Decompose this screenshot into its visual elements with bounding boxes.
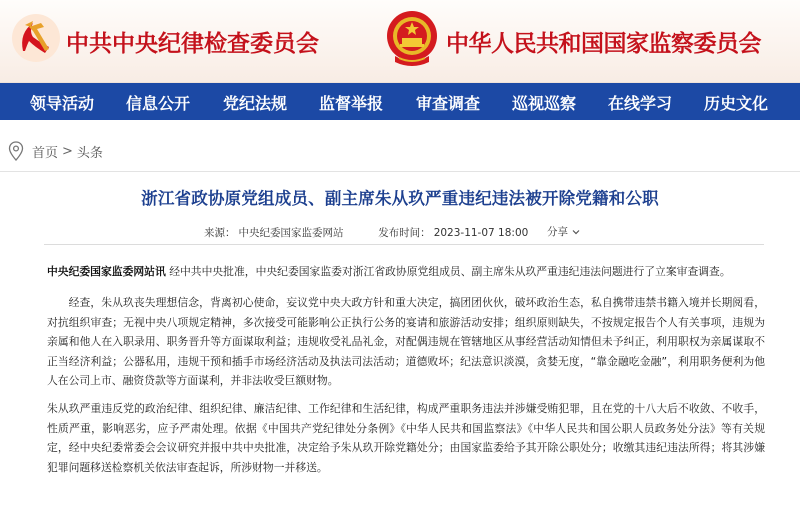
paragraph-findings: 经查，朱从玖丧失理想信念，背离初心使命，妄议党中央大政方针和重大决定，搞团团伙伙，破坏政治生态，私自携带违禁书籍入境并长期阅看，对抗组织审查；无视中央八项规定精神，多次接受可能影响公正执行公务的宴请和旅游活动安排；组织原则缺失，不按规定报告个人有关事项，违规为亲属和他人在入职录用、职务晋升等方面谋取利益；违规收受礼品礼金，对配偶违规在管辖地区从事经营活动知情但未予纠正，利用职权为亲属谋取不正当经济利益；公器私用，违规干预和插手市场经济活动及执法司法活动；道德败坏；纪法意识淡漠，贪婪无度，“靠金融吃金融”，利用职务便利为他人在公司上市、融资贷款等方面谋利，并非法收受巨额财物。 (47, 296, 765, 388)
article-title: 浙江省政协原党组成员、副主席朱从玖严重违纪违法被开除党籍和公职 (141, 189, 659, 208)
nsc-title[interactable]: 中华人民共和国国家监察委员会 (446, 30, 761, 57)
main-nav (0, 83, 800, 120)
paragraph-decision: 朱从玖严重违反党的政治纪律、组织纪律、廉洁纪律、工作纪律和生活纪律，构成严重职务违法并涉嫌受贿犯罪，且在党的十八大后不收敛、不收手，性质严重，影响恶劣，应予严肃处理。依据《中国共产党纪律处分条例》《中华人民共和国监察法》《中华人民共和国公职人员政务处分法》等有关规定，经中央纪委常委会会议研究并报中共中央批准，决定给予朱从玖开除党籍处分；由国家监委给予其开除公职处分；收缴其违纪违法所得；将其涉嫌犯罪问题移送检察机关依法审查起诉，所涉财物一并移送。 (47, 402, 765, 474)
nav-item-history[interactable]: 历史文化 (704, 94, 769, 113)
divider (0, 171, 800, 172)
breadcrumb (8, 141, 103, 161)
site-header (0, 0, 800, 83)
breadcrumb-current[interactable]: 头条 (76, 145, 103, 161)
source-value: 中央纪委国家监委网站 (238, 227, 344, 239)
article-meta (204, 225, 531, 240)
time-value: 2023-11-07 18:00 (433, 227, 529, 239)
national-emblem-icon[interactable] (385, 8, 439, 70)
time-label: 发布时间： (378, 227, 431, 239)
breadcrumb-separator: > (62, 143, 73, 159)
chevron-down-icon (572, 228, 580, 236)
lead-source: 中央纪委国家监委网站讯 (47, 265, 166, 278)
source-label: 来源： (204, 227, 236, 239)
party-emblem-icon[interactable] (11, 13, 61, 63)
nav-item-inspection[interactable]: 巡视巡察 (512, 94, 577, 113)
share-label: 分享 (547, 226, 568, 238)
lead-text: 经中共中央批准，中央纪委国家监委对浙江省政协原党组成员、副主席朱从玖严重违纪违法问题进行了立案审查调查。 (165, 265, 731, 278)
lead-paragraph (47, 262, 765, 281)
location-pin-icon (8, 141, 24, 161)
nav-item-online-learning[interactable]: 在线学习 (608, 94, 673, 113)
meta-divider (44, 244, 764, 245)
nav-item-investigation[interactable]: 审查调查 (416, 94, 481, 113)
nav-item-report[interactable]: 监督举报 (319, 94, 384, 113)
nav-item-leadership[interactable]: 领导活动 (30, 94, 95, 113)
nav-item-info-disclosure[interactable]: 信息公开 (126, 94, 191, 113)
share-dropdown[interactable] (547, 224, 580, 239)
article-body (47, 262, 765, 486)
nav-item-regulations[interactable]: 党纪法规 (223, 94, 288, 113)
breadcrumb-home[interactable]: 首页 (32, 145, 59, 161)
ccdi-title[interactable]: 中共中央纪律检查委员会 (66, 30, 319, 57)
